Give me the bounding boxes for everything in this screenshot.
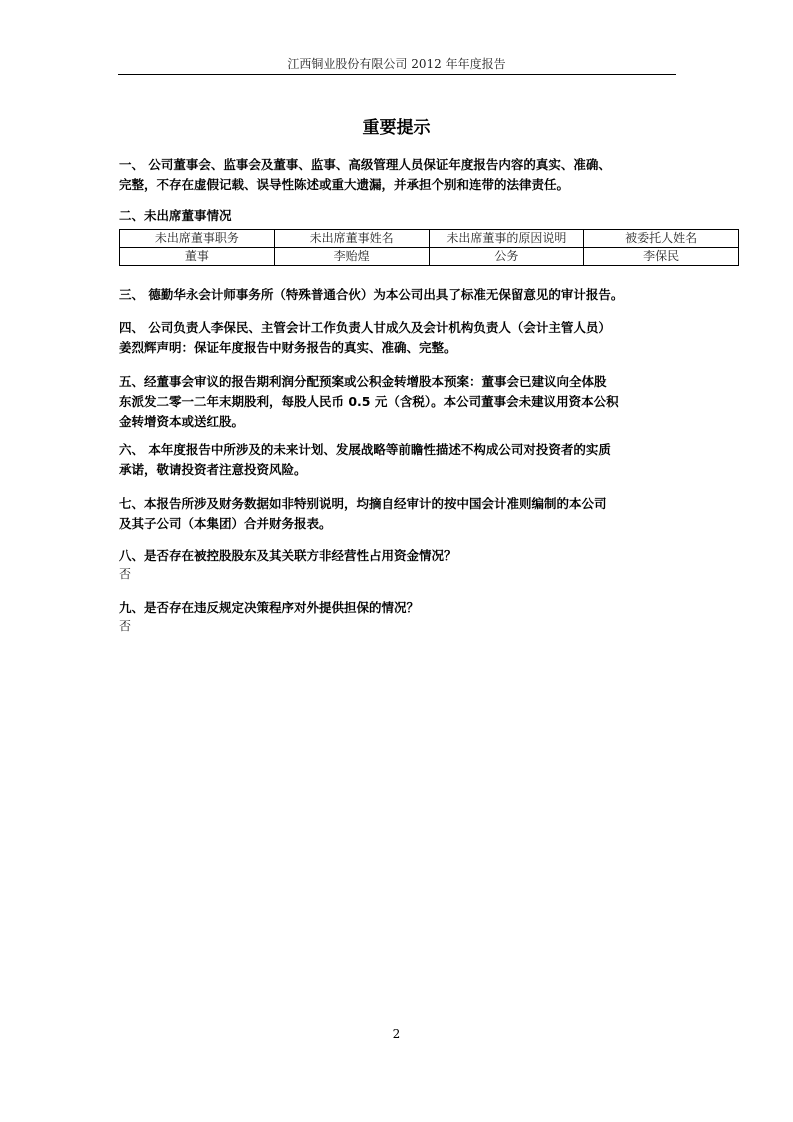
- section-1: [119, 155, 679, 195]
- section-7: [119, 494, 679, 534]
- section-5-line-2: 东派发二零一二年末期股利，每股人民币 0.5 元（含税）。本公司董事会未建议用资本公积: [119, 394, 619, 409]
- section-9-answer: 否: [119, 619, 132, 633]
- page-number: 2: [392, 1027, 401, 1041]
- section-6-line-1: 六、 本年度报告中所涉及的未来计划、发展战略等前瞻性描述不构成公司对投资者的实质: [119, 442, 611, 457]
- section-5: [119, 372, 679, 432]
- table-header-cell: 被委托人姓名: [584, 230, 739, 248]
- table-cell: 董事: [120, 248, 275, 266]
- section-1-line-2: 完整，不存在虚假记载、误导性陈述或重大遗漏，并承担个别和连带的法律责任。: [119, 177, 570, 192]
- section-8-question: 八、是否存在被控股股东及其关联方非经营性占用资金情况？: [119, 548, 457, 563]
- header-divider: [118, 74, 676, 75]
- section-1-line-1: 一、 公司董事会、监事会及董事、监事、高级管理人员保证年度报告内容的真实、准确、: [119, 157, 611, 172]
- section-7-line-1: 七、本报告所涉及财务数据如非特别说明，均摘自经审计的按中国会计准则编制的本公司: [119, 496, 607, 511]
- running-header: 江西铜业股份有限公司 2012 年年度报告: [287, 57, 506, 71]
- section-3-line-1: 三、 德勤华永会计师事务所（特殊普通合伙）为本公司出具了标准无保留意见的审计报告。: [119, 287, 624, 302]
- section-5-line-1: 五、经董事会审议的报告期利润分配预案或公积金转增股本预案：董事会已建议向全体股: [119, 374, 607, 389]
- section-4: [119, 318, 679, 358]
- section-4-line-2: 姜烈辉声明：保证年度报告中财务报告的真实、准确、完整。: [119, 340, 457, 355]
- section-7-line-2: 及其子公司（本集团）合并财务报表。: [119, 516, 332, 531]
- page-title: 重要提示: [362, 118, 431, 138]
- table-header-cell: 未出席董事职务: [120, 230, 275, 248]
- table-cell: 李贻煌: [274, 248, 429, 266]
- absent-directors-table: [119, 229, 739, 266]
- section-4-line-1: 四、 公司负责人李保民、主管会计工作负责人甘成久及会计机构负责人（会计主管人员）: [119, 320, 611, 335]
- section-6-line-2: 承诺，敬请投资者注意投资风险。: [119, 462, 307, 477]
- table-header-row: [120, 230, 739, 248]
- table-cell: 李保民: [584, 248, 739, 266]
- section-9-question: 九、是否存在违反规定决策程序对外提供担保的情况？: [119, 600, 420, 615]
- section-5-line-3: 金转增资本或送红股。: [119, 414, 245, 429]
- section-3: [119, 285, 679, 305]
- table-header-cell: 未出席董事姓名: [274, 230, 429, 248]
- table-cell: 公务: [429, 248, 584, 266]
- table-row: [120, 248, 739, 266]
- table-header-cell: 未出席董事的原因说明: [429, 230, 584, 248]
- section-2-heading: 二、未出席董事情况: [119, 208, 232, 223]
- section-8-answer: 否: [119, 567, 132, 581]
- section-6: [119, 440, 679, 480]
